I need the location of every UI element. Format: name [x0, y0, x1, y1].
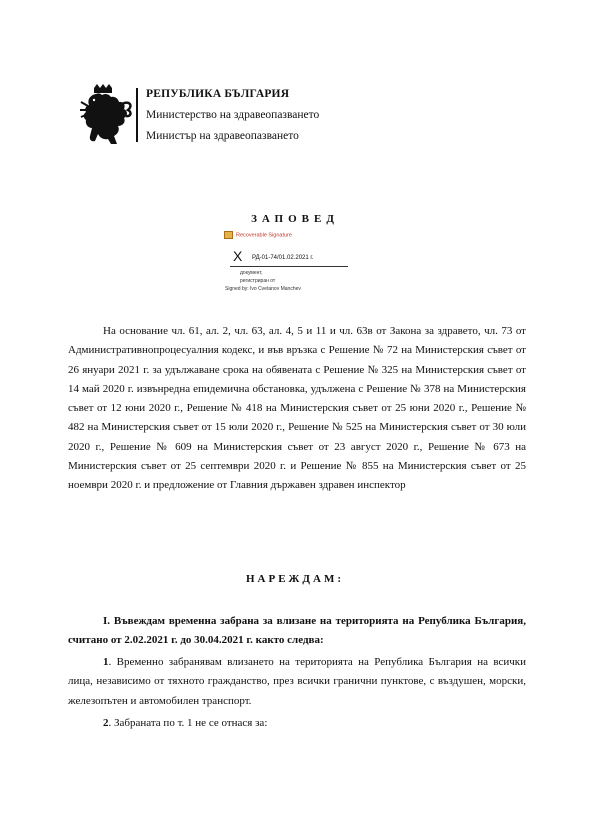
- signature-doc-label: документ,: [240, 270, 263, 276]
- country-title: РЕПУБЛИКА БЪЛГАРИЯ: [146, 88, 290, 100]
- item-2-paragraph: [68, 714, 526, 733]
- order-title: ЗАПОВЕД: [251, 213, 339, 225]
- recoverable-signature-label: Recoverable Signature: [236, 232, 292, 239]
- section-i-number: I.: [103, 615, 111, 627]
- header-divider: [136, 88, 138, 142]
- item-2-text: . Забраната по т. 1 не се отнася за:: [108, 717, 268, 729]
- lion-coat-of-arms-icon: [78, 84, 136, 146]
- item-2-number: 2: [103, 717, 109, 729]
- item-1-paragraph: [68, 653, 526, 711]
- section-i-text: Въвеждам временна забрана за влизане на територията на Република България, считано от 2.02.2021 г. до 30.04.2021 г. както следва:: [68, 615, 526, 647]
- signature-line: [230, 266, 348, 267]
- item-1-number: 1: [103, 656, 109, 668]
- intro-paragraph: На основание чл. 61, ал. 2, чл. 63, ал. 4, 5 и 11 и чл. 63в от Закона за здравето, чл. 73 от Административнопроцесуалния кодекс, и във връзка с Решение № 72 на Министерския съвет от 26 януари 2021 г. за удължаване срока на обявената с Решение № 325 на Министерския съвет от 14 май 2020 г. извънредна епидемична обстановка, удължена с Решение № 378 на Министерския съвет от 12 юни 2020 г., Решение № 418 на Министерския съвет от 25 юни 2020 г., Решение № 482 на Министерския съвет от 15 юли 2020 г., Решение № 525 на Министерския съвет от 30 юли 2020 г., Решение № 609 на Министерския съвет от 23 август 2020 г., Решение № 673 на Министерския съвет от 25 септември 2020 г. и Решение № 855 на Министерския съвет от 25 ноември 2020 г. и предложение от Главния държавен здравен инспектор: [68, 325, 526, 492]
- signature-warning-icon: [224, 231, 233, 239]
- section-i-paragraph: [68, 612, 526, 651]
- signature-signer: Signed by: Ivo Cvetanov Manchev: [225, 286, 301, 292]
- item-1-text: . Временно забранявам влизането на територията на Република България на всички лица, независимо от тяхното гражданство, през всички гранични пунктове, с въздушен, морски, железопътен и автомобилен транспорт.: [68, 656, 526, 707]
- signature-registered-label: регистриран от: [240, 278, 276, 284]
- document-number: РД-01-74/01.02.2021 г.: [252, 255, 314, 261]
- signature-mark: X: [233, 248, 243, 264]
- ministry-name: Министерство на здравеопазването: [146, 109, 320, 121]
- minister-title: Министър на здравеопазването: [146, 130, 299, 142]
- recoverable-signature[interactable]: [224, 231, 292, 239]
- order-heading: НАРЕЖДАМ:: [246, 573, 344, 585]
